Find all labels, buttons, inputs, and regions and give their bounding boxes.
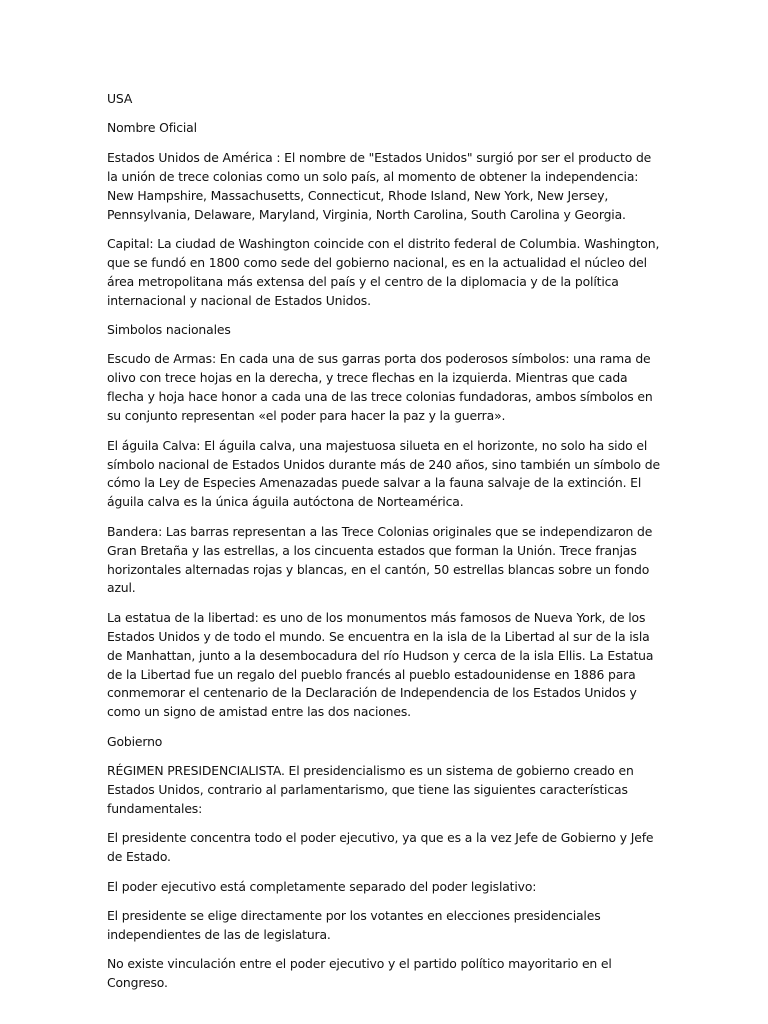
doc-heading-nombre-oficial: Nombre Oficial bbox=[107, 120, 197, 136]
doc-paragraph-capital: Capital: La ciudad de Washington coincide con el distrito federal de Columbia. Washington, que se fundó en 1800 como sede del gobierno nacional, es en la actualidad el núcleo del área metropolitana más extensa del país y el centro de la diplomacia y de la política internacional y nacional de Estados Unidos. bbox=[107, 235, 660, 308]
doc-paragraph-aguila: El águila Calva: El águila calva, una majestuosa silueta en el horizonte, no solo ha sido el símbolo nacional de Estados Unidos durante más de 240 años, sino también un símbolo de cómo la Ley de Especies Amenazadas puede salvar a la fauna salvaje de la extinción. El águila calva es la única águila autóctona de Norteamérica. bbox=[107, 437, 660, 510]
doc-paragraph-vinculacion: No existe vinculación entre el poder ejecutivo y el partido político mayoritario en el Congreso. bbox=[107, 956, 612, 991]
doc-paragraph-bandera: Bandera: Las barras representan a las Trece Colonias originales que se independizaron de Gran Bretaña y las estrellas, a los cincuenta estados que forman la Unión. Trece franjas horizontales alternadas rojas y blancas, en el cantón, 50 estrellas blancas sobre un fondo azul. bbox=[107, 523, 653, 596]
doc-paragraph-presidente-ejecutivo: El presidente concentra todo el poder ejecutivo, ya que es a la vez Jefe de Gobierno y Jefe de Estado. bbox=[107, 830, 654, 865]
doc-paragraph-poder-separado: El poder ejecutivo está completamente separado del poder legislativo: bbox=[107, 878, 537, 894]
doc-paragraph-estatua: La estatua de la libertad: es uno de los monumentos más famosos de Nueva York, de los Estados Unidos y de todo el mundo. Se encuentra en la isla de la Libertad al sur de la isla de Manhattan, junto a la desembocadura del río Hudson y cerca de la isla Ellis. La Estatua de la Libertad fue un regalo del pueblo francés al pueblo estadounidense en 1886 para conmemorar el centenario de la Declaración de Independencia de los Estados Unidos y como un signo de amistad entre las dos naciones. bbox=[107, 609, 654, 720]
doc-paragraph-escudo: Escudo de Armas: En cada una de sus garras porta dos poderosos símbolos: una rama de olivo con trece hojas en la derecha, y trece flechas en la izquierda. Mientras que cada flecha y hoja hace honor a cada una de las trece colonias fundadoras, ambos símbolos en su conjunto representan «el poder para hacer la paz y la guerra». bbox=[107, 351, 653, 424]
doc-paragraph-regimen: RÉGIMEN PRESIDENCIALISTA. El presidencialismo es un sistema de gobierno creado en Estados Unidos, contrario al parlamentarismo, que tiene las siguientes características fundamentales: bbox=[107, 763, 634, 816]
document-body bbox=[107, 90, 662, 1004]
doc-heading-simbolos: Simbolos nacionales bbox=[107, 322, 231, 338]
doc-paragraph-eleccion: El presidente se elige directamente por los votantes en elecciones presidenciales independientes de las de legislatura. bbox=[107, 908, 601, 943]
doc-paragraph-estados-unidos: Estados Unidos de América : El nombre de "Estados Unidos" surgió por ser el producto de la unión de trece colonias como un solo país, al momento de obtener la independencia: New Hampshire, Massachusetts, Connecticut, Rhode Island, New York, New Jersey, Pennsylvania, Delaware, Maryland, Virginia, North Carolina, South Carolina y Georgia. bbox=[107, 149, 652, 222]
doc-heading-gobierno: Gobierno bbox=[107, 733, 163, 749]
doc-heading-usa: USA bbox=[107, 91, 133, 106]
